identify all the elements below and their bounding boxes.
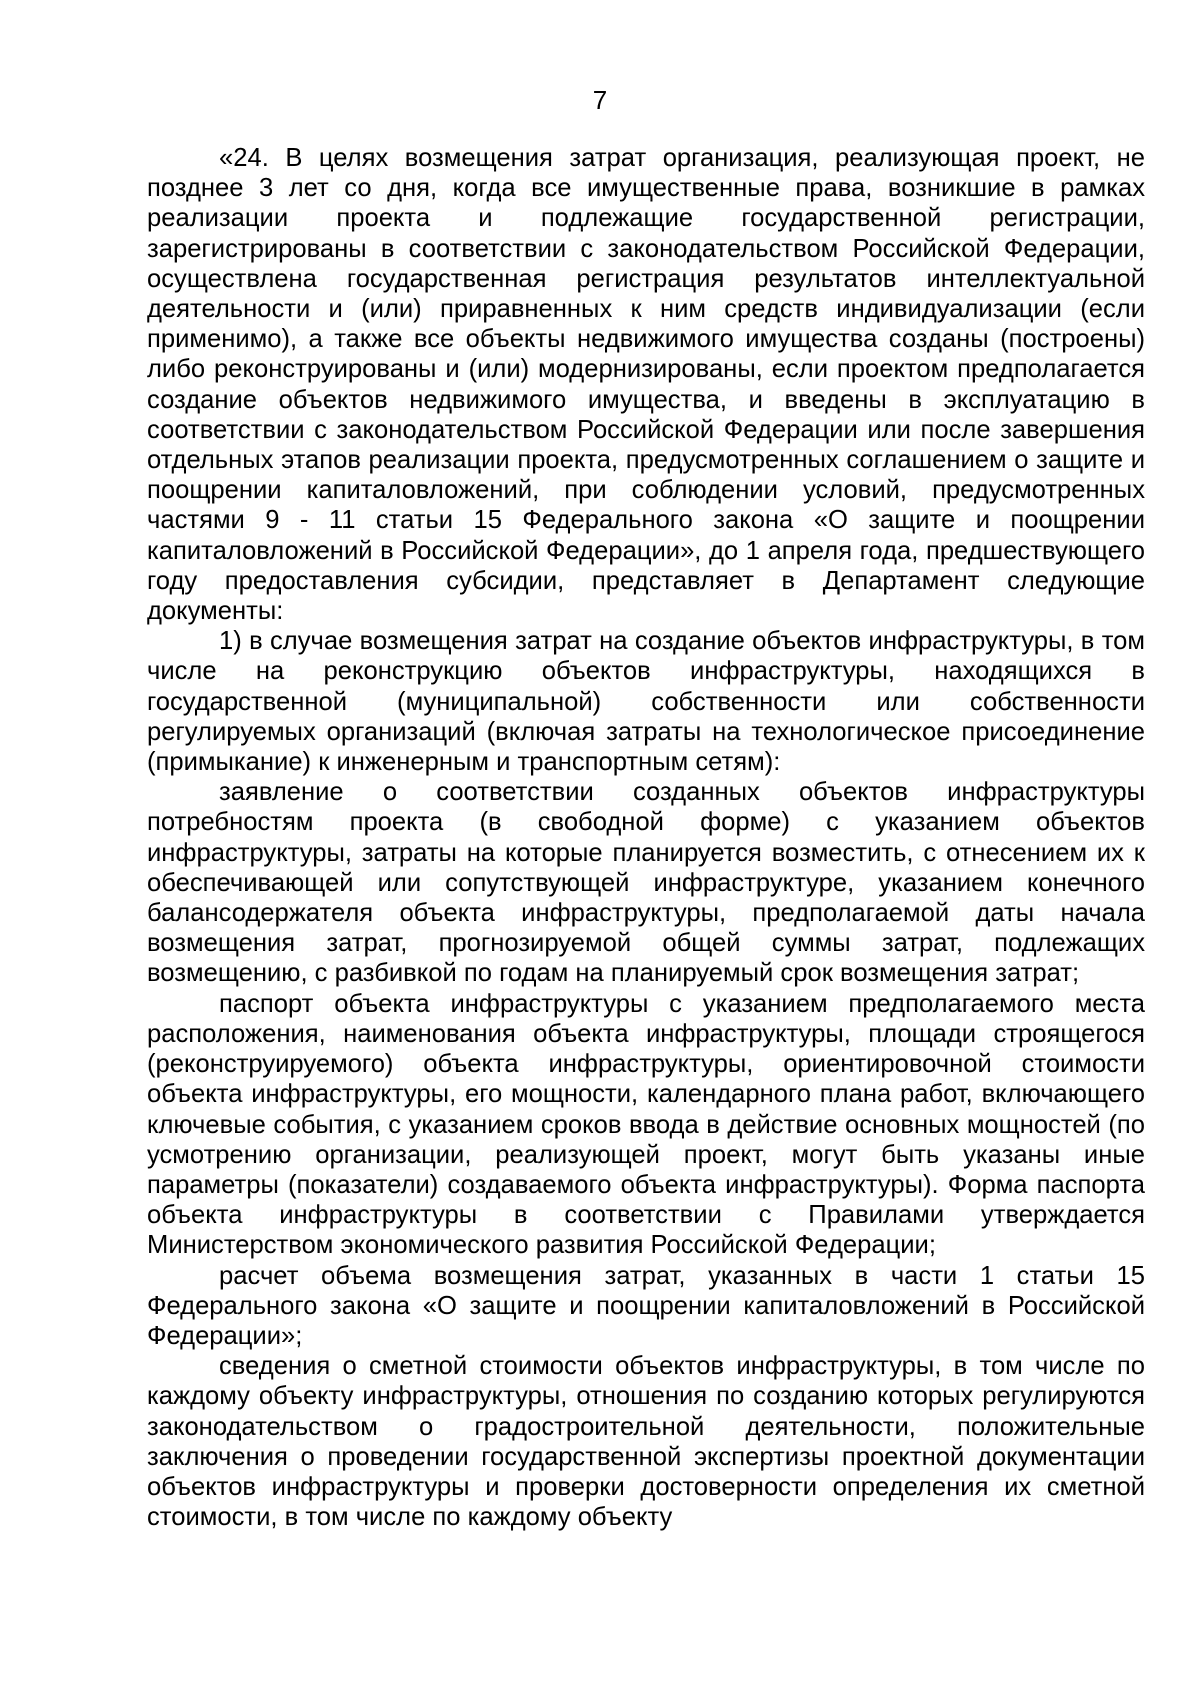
page-number: 7 <box>592 85 608 115</box>
paragraph-calculation: расчет объема возмещения затрат, указанных в части 1 статьи 15 Федерального закона «О защите и поощрении капиталовложений в Российской Федерации»; <box>147 1261 1145 1350</box>
paragraph-estimate-info: сведения о сметной стоимости объектов инфраструктуры, в том числе по каждому объекту инфраструктуры, отношения по созданию которых регулируются законодательством о градостроительной деятельности, положительные заключения о проведении государственной экспертизы проектной документации объектов инфраструктуры и проверки достоверности определения их сметной стоимости, в том числе по каждому объекту <box>147 1352 1145 1532</box>
paragraph-item-1: 1) в случае возмещения затрат на создание объектов инфраструктуры, в том числе на реконструкцию объектов инфраструктуры, находящихся в государственной (муниципальной) собственности или собственности регулируемых организаций (включая затраты на технологическое присоединение (примыкание) к инженерным и транспортным сетям): <box>147 627 1145 777</box>
paragraph-passport: паспорт объекта инфраструктуры с указанием предполагаемого места расположения, наименования объекта инфраструктуры, площади строящегося (реконструируемого) объекта инфраструктуры, ориентировочной стоимости объекта инфраструктуры, его мощности, календарного плана работ, включающего ключевые события, с указанием сроков ввода в действие основных мощностей (по усмотрению организации, реализующей проект, могут быть указаны иные параметры (показатели) создаваемого объекта инфраструктуры). Форма паспорта объекта инфраструктуры в соответствии с Правилами утверждается Министерством экономического развития Российской Федерации; <box>147 989 1145 1260</box>
paragraph-application: заявление о соответствии созданных объектов инфраструктуры потребностям проекта (в свободной форме) с указанием объектов инфраструктуры, затраты на которые планируется возместить, с отнесением их к обеспечивающей или сопутствующей инфраструктуре, указанием конечного балансодержателя объекта инфраструктуры, предполагаемой даты начала возмещения затрат, прогнозируемой общей суммы затрат, подлежащих возмещению, с разбивкой по годам на планируемый срок возмещения затрат; <box>147 778 1145 988</box>
paragraph-clause-24: «24. В целях возмещения затрат организация, реализующая проект, не позднее 3 лет со дня, когда все имущественные права, возникшие в рамках реализации проекта и подлежащие государственной регистрации, зарегистрированы в соответствии с законодательством Российской Федерации, осуществлена государственная регистрация результатов интеллектуальной деятельности и (или) приравненных к ним средств индивидуализации (если применимо), а также все объекты недвижимого имущества созданы (построены) либо реконструированы и (или) модернизированы, если проектом предполагается создание объектов недвижимого имущества, и введены в эксплуатацию в соответствии с законодательством Российской Федерации или после завершения отдельных этапов реализации проекта, предусмотренных соглашением о защите и поощрении капиталовложений, при соблюдении условий, предусмотренных частями 9 - 11 статьи 15 Федерального закона «О защите и поощрении капиталовложений в Российской Федерации», до 1 апреля года, предшествующего году предоставления субсидии, представляет в Департамент следующие документы: <box>147 144 1145 626</box>
document-body <box>147 143 1145 1532</box>
